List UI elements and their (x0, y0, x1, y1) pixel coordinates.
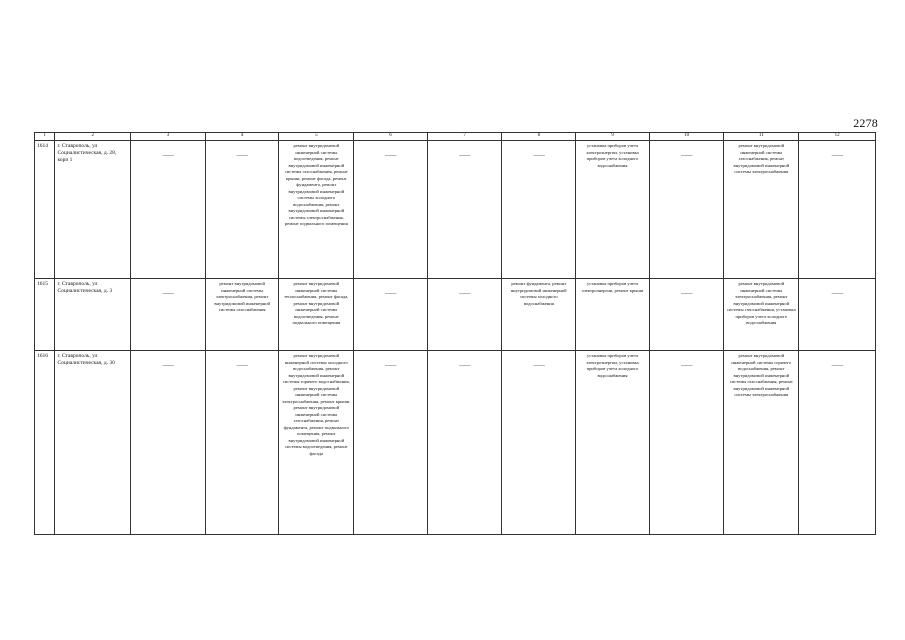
row-address: г. Ставрополь, ул Социалистическая, д. 30 (55, 351, 131, 535)
page-number: 2278 (853, 116, 878, 130)
work-list-col9: установка приборов учета электроэнергии, установка приборов учета холодного водоснабжения (576, 141, 650, 279)
empty-cell-dash: —— (354, 279, 428, 351)
empty-cell-dash: —— (354, 351, 428, 535)
work-schedule-table (34, 132, 876, 535)
header-row (35, 133, 876, 141)
empty-cell-dash: —— (799, 141, 876, 279)
row-number: 1616 (35, 351, 55, 535)
table-row (35, 141, 876, 279)
table-row (35, 279, 876, 351)
column-header: 6 (354, 133, 428, 141)
work-list-col9: установка приборов учета электроэнергии, ремонт крыши (576, 279, 650, 351)
work-list-col4: ремонт внутридомовой инженерной системы электроснабжения, ремонт внутридомовой инженерной системы газоснабжения (205, 279, 279, 351)
column-header: 12 (799, 133, 876, 141)
empty-cell-dash: —— (799, 351, 876, 535)
row-number: 1615 (35, 279, 55, 351)
work-list-col5: ремонт внутридомовой инженерной системы теплоснабжения, ремонт фасада, ремонт внутридомовой инженерной системы водоотведения, ремонт подвального помещения (279, 279, 354, 351)
empty-cell-dash: —— (205, 141, 279, 279)
empty-cell-dash: —— (502, 351, 576, 535)
column-header: 8 (502, 133, 576, 141)
column-header: 2 (55, 133, 131, 141)
empty-cell-dash: —— (131, 351, 206, 535)
empty-cell-dash: —— (649, 141, 724, 279)
row-number: 1614 (35, 141, 55, 279)
empty-cell-dash: —— (799, 279, 876, 351)
work-list-col8: ремонт фундамента, ремонт внутридомовой инженерной системы холодного водоснабжения (502, 279, 576, 351)
empty-cell-dash: —— (502, 141, 576, 279)
column-header: 5 (279, 133, 354, 141)
work-list-col11: ремонт внутридомовой инженерной системы газоснабжения, ремонт внутридомовой инженерной системы электроснабжения (724, 141, 799, 279)
empty-cell-dash: —— (427, 279, 502, 351)
empty-cell-dash: —— (131, 141, 206, 279)
column-header: 7 (427, 133, 502, 141)
work-list-col9: установка приборов учета электроэнергии, установка приборов учета холодного водоснабжения (576, 351, 650, 535)
row-address: г. Ставрополь, ул Социалистическая, д. 28, корп 1 (55, 141, 131, 279)
work-list-col5: ремонт внутридомовой инженерной системы холодного водоснабжения, ремонт внутридомовой инженерной системы горячего водоснабжения, ремонт внутридомовой инженерной системы электроснабжения, ремонт крыши, ремонт внутридомовой инженерной системы газоснабжения, ремонт фундамента, ремонт подвального помещения, ремонт внутридомовой инженерной системы водоотведения, ремонт фасада (279, 351, 354, 535)
empty-cell-dash: —— (427, 351, 502, 535)
empty-cell-dash: —— (427, 141, 502, 279)
column-header: 9 (576, 133, 650, 141)
empty-cell-dash: —— (649, 279, 724, 351)
empty-cell-dash: —— (131, 279, 206, 351)
work-list-col5: ремонт внутридомовой инженерной системы водоотведения, ремонт внутридомовой инженерной системы газоснабжения, ремонт крыши, ремонт фасада, ремонт фундамента, ремонт внутридомовой инженерной системы холодного водоснабжения, ремонт внутридомовой инженерной системы электроснабжения, ремонт подвального помещения (279, 141, 354, 279)
column-header: 1 (35, 133, 55, 141)
row-address: г. Ставрополь, ул Социалистическая, д. 3 (55, 279, 131, 351)
work-list-col11: ремонт внутридомовой инженерной системы электроснабжения, ремонт внутридомовой инженерной системы газоснабжения, установка приборов учета холодного водоснабжения (724, 279, 799, 351)
column-header: 11 (724, 133, 799, 141)
column-header: 10 (649, 133, 724, 141)
column-header: 3 (131, 133, 206, 141)
column-header: 4 (205, 133, 279, 141)
work-list-col11: ремонт внутридомовой инженерной системы горячего водоснабжения, ремонт внутридомовой инженерной системы газоснабжения, ремонт внутридомовой инженерной системы электроснабжения (724, 351, 799, 535)
empty-cell-dash: —— (205, 351, 279, 535)
table-row (35, 351, 876, 535)
empty-cell-dash: —— (354, 141, 428, 279)
empty-cell-dash: —— (649, 351, 724, 535)
